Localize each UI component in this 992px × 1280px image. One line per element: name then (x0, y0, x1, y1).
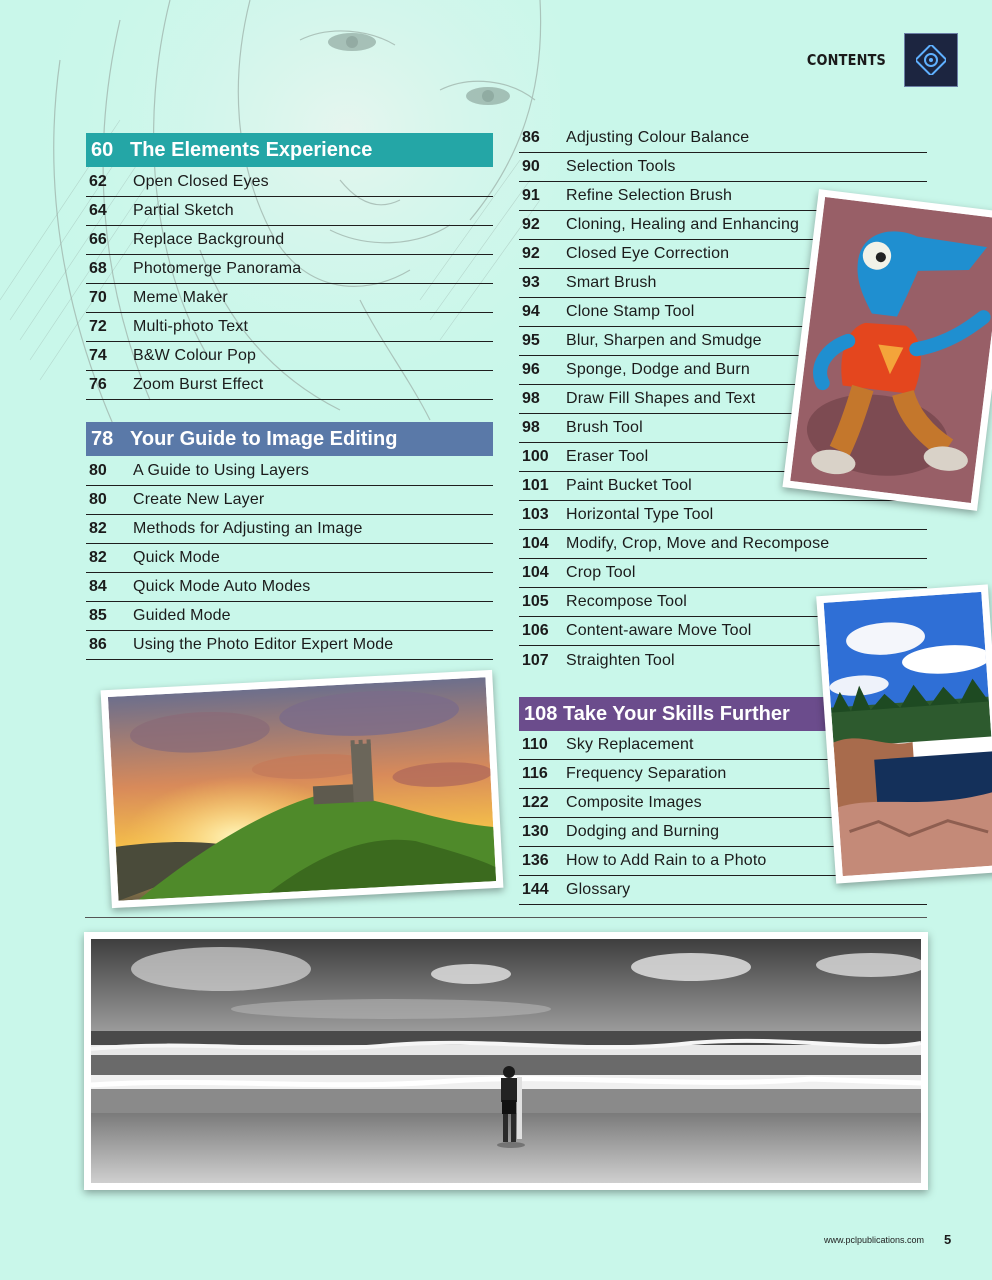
toc-entry[interactable] (86, 457, 493, 486)
toc-page-number: 106 (522, 622, 549, 639)
toc-page-number: 98 (522, 390, 540, 407)
toc-entry[interactable] (86, 371, 493, 400)
toc-page-number: 85 (89, 607, 107, 624)
toc-page-number: 96 (522, 361, 540, 378)
toc-entry-title: Eraser Tool (566, 448, 649, 465)
toc-page-number: 94 (522, 303, 540, 320)
toc-entry[interactable] (86, 197, 493, 226)
toc-page-number: 91 (522, 187, 540, 204)
toc-page-number: 82 (89, 520, 107, 537)
section-number: 108 (524, 702, 558, 725)
toc-page-number: 136 (522, 852, 549, 869)
toc-entry-title: Using the Photo Editor Expert Mode (133, 636, 394, 653)
contents-label: CONTENTS (806, 51, 886, 69)
toc-page-number: 116 (522, 765, 548, 782)
toc-entry[interactable] (519, 530, 927, 559)
castle-sunset-photo (101, 670, 504, 908)
photoshop-elements-icon (904, 33, 958, 87)
toc-entry-title: Partial Sketch (133, 202, 234, 219)
toc-entry-title: Composite Images (566, 794, 702, 811)
page-number: 5 (944, 1232, 952, 1247)
toc-entry[interactable] (86, 602, 493, 631)
toc-page-number: 144 (522, 881, 549, 898)
toc-entry-title: Replace Background (133, 231, 285, 248)
surfer-beach-photo (84, 932, 928, 1190)
section-header-image-editing (86, 422, 493, 456)
toc-entry-title: Crop Tool (566, 564, 636, 581)
toc-entry[interactable] (86, 486, 493, 515)
toc-entry-title: Methods for Adjusting an Image (133, 520, 363, 537)
toc-entry-title: Content-aware Move Tool (566, 622, 752, 639)
toc-page-number: 80 (89, 491, 107, 508)
toc-page-number: 64 (89, 202, 107, 219)
section-title: Take Your Skills Further (563, 702, 790, 725)
toc-list-image-editing (86, 457, 493, 660)
toc-entry[interactable] (86, 631, 493, 660)
toc-page-number: 95 (522, 332, 540, 349)
toc-page-number: 80 (89, 462, 107, 479)
toc-page-number: 122 (522, 794, 549, 811)
toc-entry-title: Sky Replacement (566, 736, 694, 753)
toc-entry-title: How to Add Rain to a Photo (566, 852, 767, 869)
toc-page-number: 84 (89, 578, 107, 595)
toc-page-number: 92 (522, 245, 540, 262)
toc-entry-title: Photomerge Panorama (133, 260, 302, 277)
toc-page-number: 110 (522, 736, 548, 753)
toc-entry[interactable] (86, 573, 493, 602)
toc-entry-title: Horizontal Type Tool (566, 506, 714, 523)
toc-page-number: 100 (522, 448, 549, 465)
section-title: The Elements Experience (130, 138, 373, 161)
toc-entry-title: Multi-photo Text (133, 318, 249, 335)
toc-list-elements-experience (86, 168, 493, 400)
toc-entry[interactable] (86, 255, 493, 284)
toc-entry-title: Brush Tool (566, 419, 643, 436)
toc-entry[interactable] (86, 284, 493, 313)
toc-entry-title: Sponge, Dodge and Burn (566, 361, 750, 378)
toc-page-number: 107 (522, 652, 549, 669)
section-number: 60 (91, 138, 114, 161)
toc-page-number: 82 (89, 549, 107, 566)
toc-entry-title: Meme Maker (133, 289, 228, 306)
section-header-elements-experience (86, 133, 493, 167)
footer-url[interactable]: www.pclpublications.com (823, 1235, 924, 1245)
toc-entry-title: Smart Brush (566, 274, 657, 291)
toc-entry-title: Modify, Crop, Move and Recompose (566, 535, 830, 552)
toc-entry-title: Recompose Tool (566, 593, 687, 610)
toc-entry[interactable] (86, 313, 493, 342)
toc-page-number: 70 (89, 289, 107, 306)
toc-page-number: 66 (89, 231, 107, 248)
toc-entry[interactable] (86, 226, 493, 255)
toc-page-number: 104 (522, 535, 549, 552)
toc-entry-title: Dodging and Burning (566, 823, 720, 840)
toc-entry[interactable] (519, 153, 927, 182)
toc-entry-title: Straighten Tool (566, 652, 675, 669)
toc-page-number: 86 (89, 636, 107, 653)
toc-entry-title: A Guide to Using Layers (133, 462, 309, 479)
toc-entry-title: Paint Bucket Tool (566, 477, 692, 494)
toc-entry-title: Closed Eye Correction (566, 245, 730, 262)
toc-entry-title: Create New Layer (133, 491, 265, 508)
toc-page-number: 105 (522, 593, 549, 610)
toc-entry-title: Selection Tools (566, 158, 676, 175)
toc-page-number: 98 (522, 419, 540, 436)
coastline-photo (816, 584, 992, 883)
toc-entry[interactable] (519, 124, 927, 153)
toc-entry-title: Adjusting Colour Balance (566, 129, 750, 146)
toc-page-number: 93 (522, 274, 540, 291)
toc-page-number: 90 (522, 158, 540, 175)
toc-entry[interactable] (86, 168, 493, 197)
toc-entry-title: Quick Mode (133, 549, 220, 566)
toc-entry-title: Guided Mode (133, 607, 231, 624)
toc-entry[interactable] (86, 544, 493, 573)
toc-entry-title: Quick Mode Auto Modes (133, 578, 311, 595)
toc-page-number: 86 (522, 129, 540, 146)
toc-entry-title: Cloning, Healing and Enhancing (566, 216, 800, 233)
toc-entry-title: Blur, Sharpen and Smudge (566, 332, 762, 349)
toc-entry-title: Zoom Burst Effect (133, 376, 264, 393)
section-number: 78 (91, 427, 114, 450)
toc-page-number: 101 (522, 477, 549, 494)
toc-page-number: 68 (89, 260, 107, 277)
toc-entry[interactable] (86, 515, 493, 544)
toc-entry-title: Draw Fill Shapes and Text (566, 390, 756, 407)
toc-entry-title: Clone Stamp Tool (566, 303, 695, 320)
toc-entry[interactable] (519, 559, 927, 588)
toc-entry-title: B&W Colour Pop (133, 347, 257, 364)
toc-page-number: 76 (89, 376, 107, 393)
dinosaur-character-photo (782, 189, 992, 511)
toc-page-number: 62 (89, 173, 107, 190)
toc-page-number: 130 (522, 823, 549, 840)
toc-entry-title: Glossary (566, 881, 631, 898)
toc-page-number: 72 (89, 318, 107, 335)
toc-entry[interactable] (86, 342, 493, 371)
toc-page-number: 104 (522, 564, 549, 581)
horizontal-divider (85, 917, 927, 918)
toc-page-number: 92 (522, 216, 540, 233)
toc-entry-title: Frequency Separation (566, 765, 727, 782)
toc-entry-title: Refine Selection Brush (566, 187, 733, 204)
toc-page-number: 103 (522, 506, 549, 523)
toc-entry[interactable] (519, 501, 927, 530)
toc-entry-title: Open Closed Eyes (133, 173, 269, 190)
toc-page-number: 74 (89, 347, 107, 364)
section-title: Your Guide to Image Editing (130, 427, 398, 450)
section-header-skills-further (519, 697, 839, 731)
